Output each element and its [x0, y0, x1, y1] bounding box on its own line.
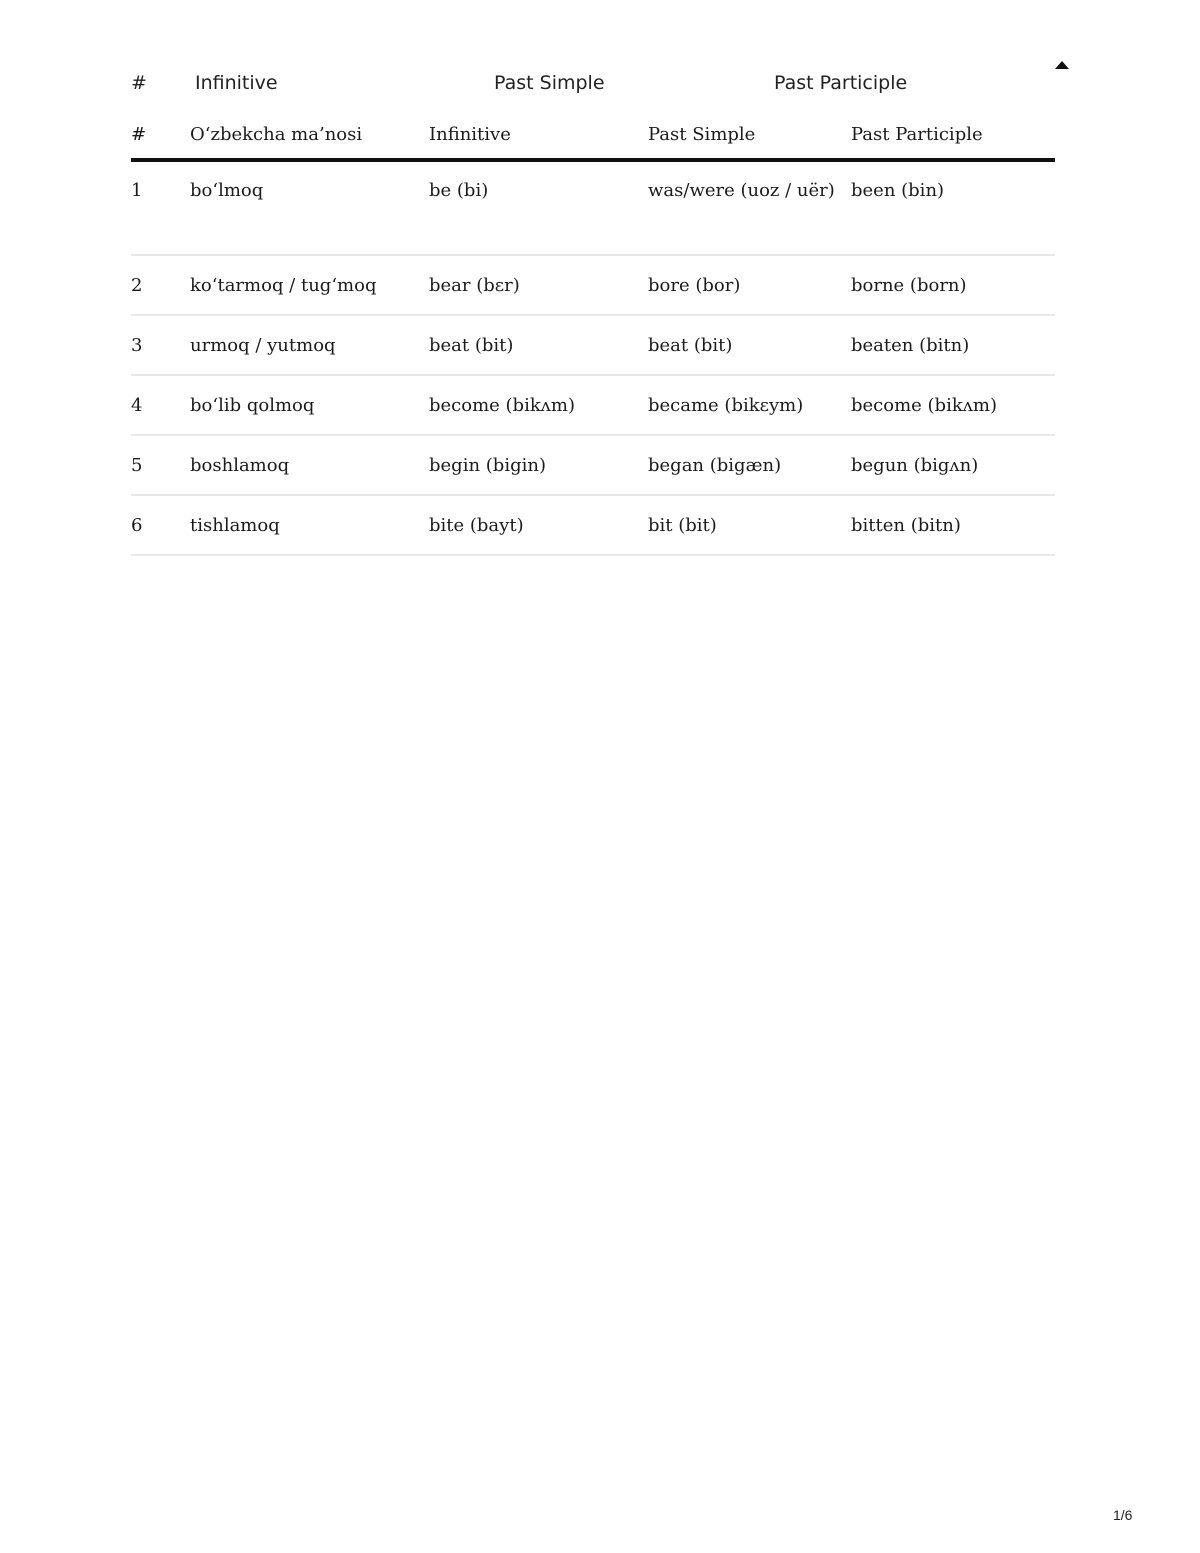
infinitive: bite (bayt) [429, 495, 648, 555]
row-number: 3 [131, 315, 190, 375]
column-header-past-participle: Past Participle [851, 110, 1055, 160]
row-number: 1 [131, 160, 190, 255]
table-row [131, 160, 1055, 255]
past-participle: begun (bigʌn) [851, 435, 1055, 495]
uzbek-meaning: bo‘lib qolmoq [190, 375, 429, 435]
table-header-row [131, 110, 1055, 160]
past-simple: bit (bit) [648, 495, 851, 555]
past-simple: became (bikɛym) [648, 375, 851, 435]
column-header-past-simple: Past Simple [648, 110, 851, 160]
row-number: 2 [131, 255, 190, 315]
uzbek-meaning: bo‘lmoq [190, 160, 429, 255]
past-participle: borne (born) [851, 255, 1055, 315]
past-simple: beat (bit) [648, 315, 851, 375]
column-header-infinitive: Infinitive [429, 110, 648, 160]
row-number: 6 [131, 495, 190, 555]
infinitive: begin (bigin) [429, 435, 648, 495]
table-row [131, 375, 1055, 435]
row-number: 4 [131, 375, 190, 435]
table-row [131, 435, 1055, 495]
irregular-verbs-table [131, 110, 1055, 556]
table-row [131, 315, 1055, 375]
page-number: 1/6 [1113, 1507, 1133, 1523]
row-number: 5 [131, 435, 190, 495]
uzbek-meaning: ko‘tarmoq / tug‘moq [190, 255, 429, 315]
past-simple: began (bigæn) [648, 435, 851, 495]
infinitive: become (bikʌm) [429, 375, 648, 435]
past-simple: was/were (uoz / uër) [648, 160, 851, 255]
infinitive: be (bi) [429, 160, 648, 255]
uzbek-meaning: boshlamoq [190, 435, 429, 495]
past-participle: beaten (bitn) [851, 315, 1055, 375]
infinitive: bear (bɛr) [429, 255, 648, 315]
table-row [131, 495, 1055, 555]
sticky-header-past-participle: Past Participle [774, 72, 908, 94]
sticky-table-header [131, 72, 1055, 100]
sticky-header-past-simple: Past Simple [494, 72, 605, 94]
sticky-header-infinitive: Infinitive [195, 72, 278, 94]
collapse-up-arrow-icon[interactable] [1055, 61, 1069, 69]
uzbek-meaning: tishlamoq [190, 495, 429, 555]
table-row [131, 255, 1055, 315]
past-participle: been (bin) [851, 160, 1055, 255]
past-participle: become (bikʌm) [851, 375, 1055, 435]
past-simple: bore (bor) [648, 255, 851, 315]
infinitive: beat (bit) [429, 315, 648, 375]
column-header-uzbek-meaning: O‘zbekcha ma’nosi [190, 110, 429, 160]
uzbek-meaning: urmoq / yutmoq [190, 315, 429, 375]
column-header-number: # [131, 110, 190, 160]
past-participle: bitten (bitn) [851, 495, 1055, 555]
sticky-header-number: # [131, 72, 147, 94]
